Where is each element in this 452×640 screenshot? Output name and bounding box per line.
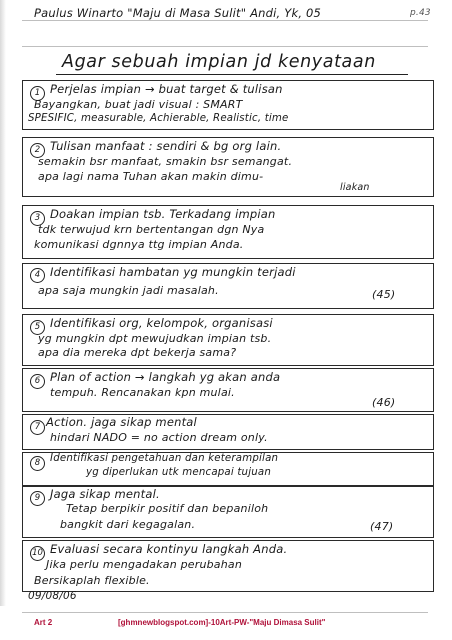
item-line: Bayangkan, buat jadi visual : SMART (34, 98, 243, 111)
item-line: semakin bsr manfaat, smakin bsr semangat. (38, 155, 293, 168)
item-line: komunikasi dgnnya ttg impian Anda. (34, 238, 244, 251)
page-reference: (46) (372, 396, 396, 409)
item-line: Bersikaplah flexible. (34, 574, 150, 587)
page-reference: (47) (370, 520, 394, 533)
footer-source: [ghmnewblogspot.com]-10Art-PW-"Maju Dimasa Sulit" (118, 618, 326, 627)
item-line: Tulisan manfaat : sendiri & bg org lain. (50, 139, 282, 153)
item-line: bangkit dari kegagalan. (60, 518, 196, 531)
item-line: SPESIFIC, measurable, Achierable, Realistic, time (28, 113, 289, 124)
item-line: Identifikasi hambatan yg mungkin terjadi (50, 265, 296, 279)
item-line: Identifikasi org, kelompok, organisasi (50, 316, 273, 330)
item-number: 7 (30, 420, 45, 435)
item-line: Plan of action → langkah yg akan anda (50, 370, 281, 384)
item-number: 1 (30, 86, 45, 101)
item-line: yg diperlukan utk mencapai tujuan (86, 467, 271, 478)
item-line: tempuh. Rencanakan kpn mulai. (50, 386, 235, 399)
item-number: 5 (30, 320, 45, 335)
item-line: hindari NADO = no action dream only. (50, 431, 268, 444)
page-title: Agar sebuah impian jd kenyataan (62, 52, 376, 72)
item-number: 9 (30, 491, 45, 506)
item-line: yg mungkin dpt mewujudkan impian tsb. (38, 332, 272, 345)
item-line: Identifikasi pengetahuan dan keterampilan (50, 453, 279, 464)
title-underline (56, 74, 408, 75)
item-number: 4 (30, 268, 45, 283)
item-line: Perjelas impian → buat target & tulisan (50, 82, 283, 96)
item-number: 3 (30, 211, 45, 226)
item-line: Evaluasi secara kontinyu langkah Anda. (50, 542, 288, 556)
date-note: 09/08/06 (28, 590, 77, 602)
source-citation: Paulus Winarto "Maju di Masa Sulit" Andi, Yk, 05 (34, 6, 322, 20)
page-number: p.43 (410, 8, 431, 18)
item-line: Doakan impian tsb. Terkadang impian (50, 207, 276, 221)
page-reference: (45) (372, 288, 396, 301)
item-line: apa saja mungkin jadi masalah. (38, 284, 219, 297)
footer-label: Art 2 (34, 618, 53, 627)
item-line: apa lagi nama Tuhan akan makin dimu- (38, 170, 264, 183)
footer (0, 612, 452, 640)
ruled-line (22, 20, 428, 21)
item-line: tdk terwujud krn bertentangan dgn Nya (38, 223, 265, 236)
item-number: 10 (30, 546, 45, 561)
item-number: 6 (30, 374, 45, 389)
ruled-line (22, 46, 428, 47)
item-line: Tetap berpikir positif dan bepaniloh (66, 502, 269, 515)
item-line: Jika perlu mengadakan perubahan (46, 558, 243, 571)
item-line: liakan (340, 182, 370, 193)
page-fold-shadow (0, 0, 6, 606)
item-line: apa dia mereka dpt bekerja sama? (38, 346, 237, 359)
item-line: Action. jaga sikap mental (46, 415, 197, 429)
item-number: 2 (30, 143, 45, 158)
item-line: Jaga sikap mental. (50, 487, 160, 501)
item-number: 8 (30, 456, 45, 471)
